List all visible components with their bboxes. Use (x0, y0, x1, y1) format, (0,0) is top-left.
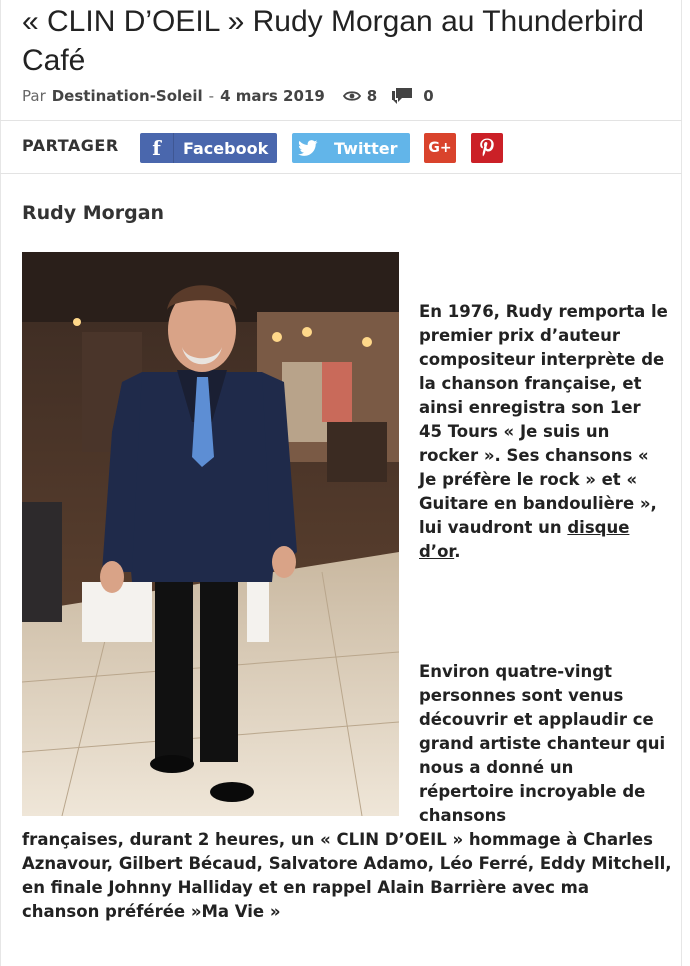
by-label: Par (22, 87, 46, 105)
comments-count[interactable] (391, 87, 433, 105)
paragraph-1 (419, 300, 669, 564)
disque-dor-link[interactable]: disque d’or (419, 518, 630, 561)
comments-value: 0 (423, 87, 434, 105)
twitter-label: Twitter (334, 138, 398, 158)
post-date: 4 mars 2019 (220, 87, 325, 105)
share-label: PARTAGER (22, 136, 119, 155)
facebook-icon: f (140, 133, 174, 163)
comment-icon (391, 87, 415, 105)
twitter-icon (292, 133, 324, 163)
article-photo (22, 252, 399, 816)
facebook-share-button[interactable] (140, 133, 277, 163)
pinterest-share-button[interactable] (471, 133, 503, 163)
article-meta (22, 84, 434, 108)
googleplus-share-button[interactable] (424, 133, 456, 163)
facebook-label: Facebook (183, 138, 269, 158)
section-title: Rudy Morgan (22, 202, 165, 224)
meta-separator: - (208, 87, 215, 105)
paragraph-2-full: françaises, durant 2 heures, un « CLIN D’OEIL » hommage à Charles Aznavour, Gilbert Bécaud, Salvatore Adamo, Léo Ferré, Eddy Mitchell, en finale Johnny Halliday et en rappel Alain Barrière avec ma chanson préférée »Ma Vie » (22, 830, 672, 921)
views-value: 8 (366, 87, 378, 105)
article-title: « CLIN D’OEIL » Rudy Morgan au Thunderbird Café (22, 5, 644, 77)
share-bar (0, 120, 682, 174)
googleplus-icon: G+ (428, 140, 452, 156)
author-link[interactable]: Destination-Soleil (51, 87, 203, 105)
paragraph-1-end: . (454, 542, 461, 561)
views-count (343, 87, 377, 105)
paragraph-1-text: En 1976, Rudy remporta le premier prix d’auteur compositeur interprète de la chanson française, et ainsi enregistra son 1er 45 Tours « Je suis un rocker ». Ses chansons « Je préfère le rock » et « Guitare en bandoulière », lui vaudront un (419, 302, 668, 537)
pinterest-icon (479, 138, 495, 158)
paragraph-2-wrapped: Environ quatre-vingt personnes sont venus découvrir et applaudir ce grand artiste chanteur qui nous a donné un répertoire incroyable de chansons (419, 662, 666, 825)
twitter-share-button[interactable] (292, 133, 410, 163)
eye-icon (343, 90, 361, 102)
